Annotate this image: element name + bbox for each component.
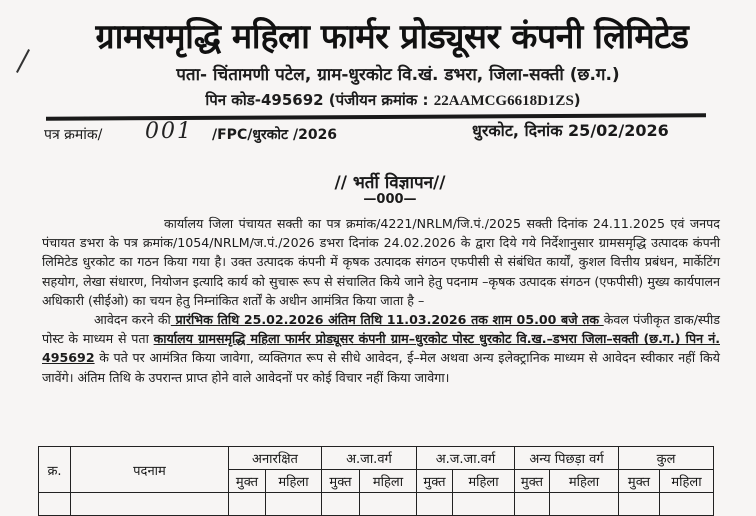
cell [71,493,229,516]
cell [515,493,550,516]
paragraph-2-start: आवेदन करने की [94,312,171,328]
cell [229,493,266,516]
header-women: महिला [453,470,515,493]
cell [550,493,619,516]
header-group-total: कुल [619,447,714,470]
registration-number: 22AAMCG6618D1ZS [433,93,574,109]
cell [322,493,360,516]
header-group-sc: अ.जा.वर्ग [322,447,417,470]
pincode-registration [0,90,756,110]
pin-suffix: ) [573,91,581,109]
header-serial: क्र. [39,447,71,493]
cell [417,493,453,516]
notice-title: // भर्ती विज्ञापन// [334,173,446,193]
paragraph-2-mid: केवल पंजीकृत डाक/स्पीड पोस्ट के माध्यम से पता [42,312,720,347]
header-open: मुक्त [229,470,266,493]
pin-label: पिन कोड-495692 (पंजीयन क्रमांक : [205,91,434,109]
cell [619,493,660,516]
header-group-obc: अन्य पिछड़ा वर्ग [515,447,619,470]
vacancy-table [38,446,714,516]
cell [660,493,714,516]
header-open: मुक्त [322,470,360,493]
cell [39,493,71,516]
header-women: महिला [360,470,417,493]
company-name-heading: ग्रामसमृद्धि महिला फार्मर प्रोड्यूसर कंपनी लिमिटेड [95,17,689,57]
cell [360,493,417,516]
place-and-date: धुरकोट, दिनांक 25/02/2026 [472,121,669,140]
table-row [39,493,714,516]
cell [453,493,515,516]
header-open: मुक्त [619,470,660,493]
header-women: महिला [266,470,322,493]
header-group-unreserved: अनारक्षित [229,447,322,470]
paragraph-2 [42,310,720,387]
header-women: महिला [550,470,619,493]
paragraph-1-text: कार्यालय जिला पंचायत सक्ती का पत्र क्रमांक/4221/NRLM/जि.पं./2025 सक्ती दिनांक 24.11.2025 एवं जनपद पंचायत डभरा के पत्र क्रमांक/1054/NRLM/ज.पं./2026 डभरा दिनांक 24.02.2026 के द्वारा दिये गये निर्देशानुसार ग्रामसमृद्धि उत्पादक कंपनी लिमिटेड धुरकोट का गठन किया गया है। उक्त उत्पादक कंपनी में कृषक उत्पादक संगठन एफपीसी से संबंधित कार्यों, कुशल वित्तीय प्रबंधन, मार्केटिंग सहयोग, लेखा संधारण, नियोजन इत्यादि कार्य को सुचारू रूप से संचालित किये जाने हेतु पदनाम –कृषक उत्पादक संगठन (एफपीसी) मुख्य कार्यपालन अधिकारी (सीईओ) का चयन हेतु निम्नांकित शर्तों के अधीन आमंत्रित किया जाता है – [42,216,720,308]
application-dates: प्रारंभिक तिथि 25.02.2026 अंतिम तिथि 11.03.2026 तक शाम 05.00 बजे तक [170,312,604,328]
paragraph-2-end: के पते पर आमंत्रित किया जावेगा, व्यक्तिगत रूप से सीधे आवेदन, ई–मेल अथवा अन्य इलेक्ट्रानिक माध्यम से आवेदन स्वीकार नहीं किये जावेंगे। अंतिम तिथि के उपरान्त प्राप्त होने वाले आवेदनों पर कोई विचार नहीं किया जावेगा। [42,350,720,385]
paragraph-1 [42,214,720,310]
cell [266,493,322,516]
letter-number-handwritten: 001 [145,119,193,144]
notice-body [42,214,720,387]
title-divider: —000— [363,192,417,207]
letter-number-label: पत्र क्रमांक/ [44,127,103,143]
letter-reference: /FPC/धुरकोट /2026 [212,127,338,143]
header-open: मुक्त [515,470,550,493]
header-group-st: अ.ज.जा.वर्ग [417,447,515,470]
header-women: महिला [660,470,714,493]
company-address: पता- चिंतामणी पटेल, ग्राम-धुरकोट वि.खं. डभरा, जिला-सक्ती (छ.ग.) [176,65,620,85]
table-header-row-1 [39,447,714,470]
header-post: पदनाम [71,447,229,493]
application-address: कार्यालय ग्रामसमृद्धि महिला फार्मर प्रोड्यूसर कंपनी ग्राम–धुरकोट पोस्ट धुरकोट वि.ख.–डभरा जिला–सक्ती (छ.ग.) पिन नं. 495692 [42,331,720,366]
header-open: मुक्त [417,470,453,493]
